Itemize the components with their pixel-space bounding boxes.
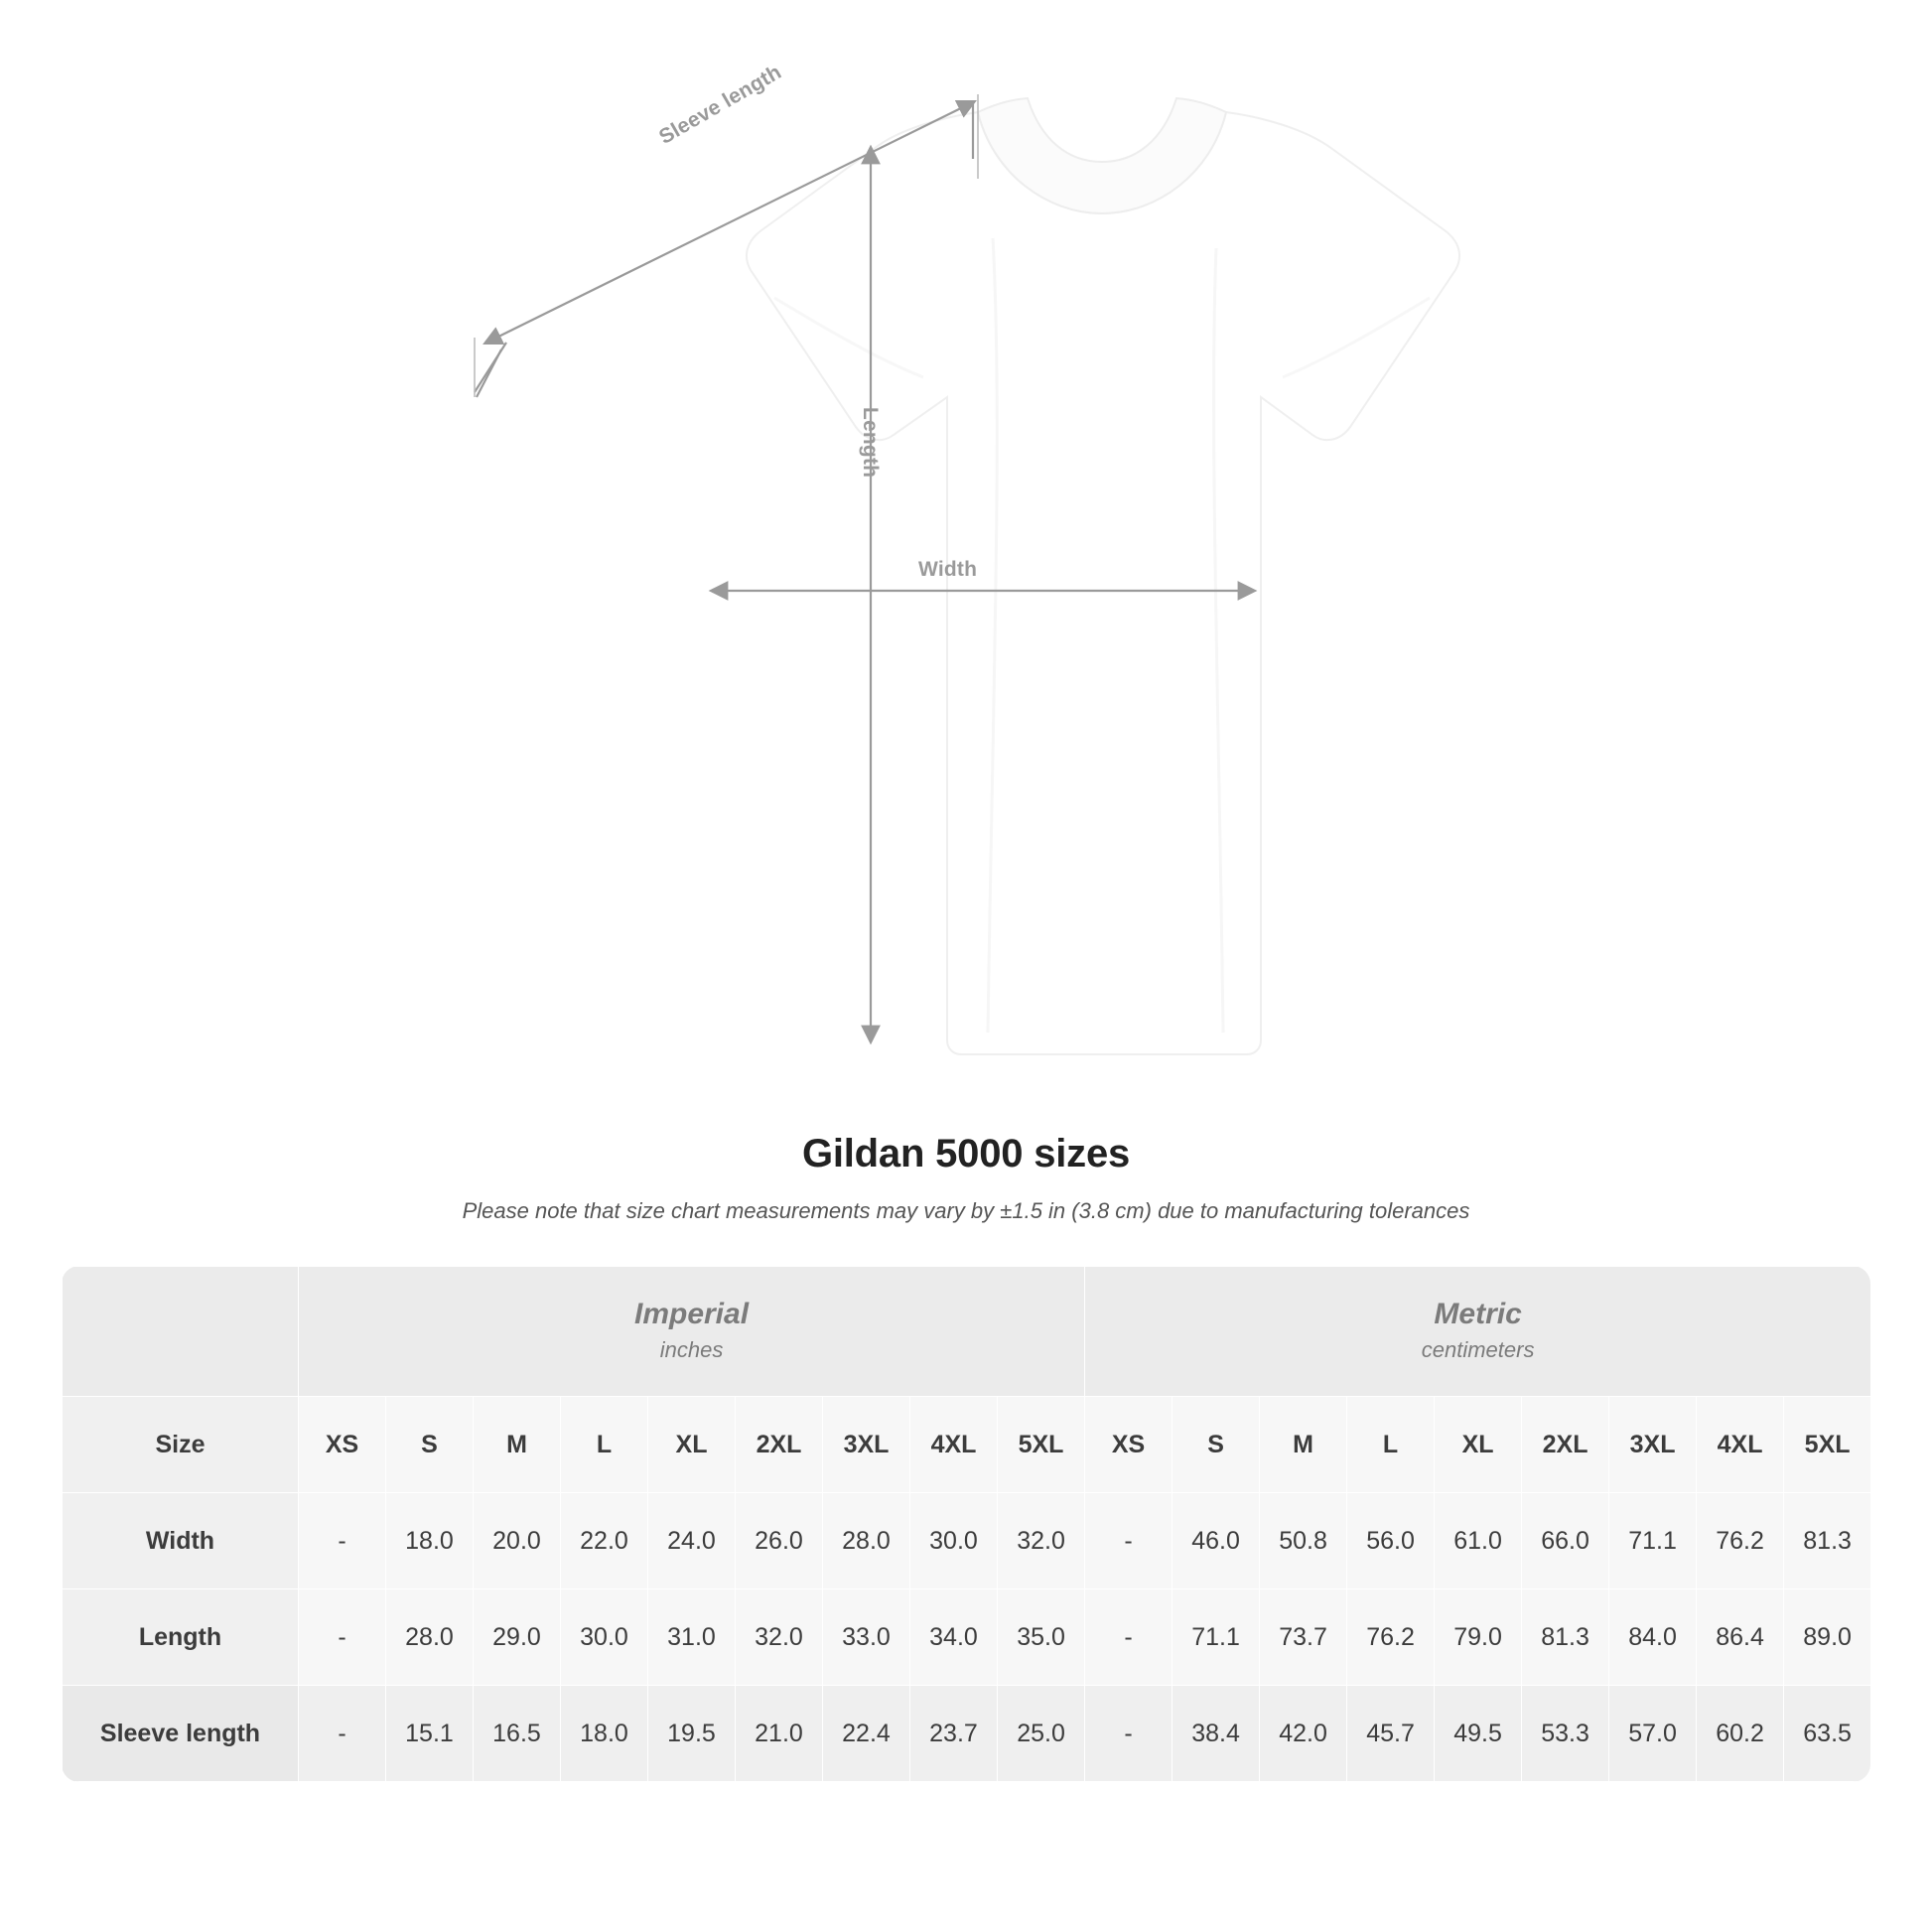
size-header-cell: 4XL [1697, 1397, 1784, 1493]
size-header-cell: S [1173, 1397, 1260, 1493]
unit-imperial-name: Imperial [633, 1297, 750, 1330]
cell-sleeve-metric: 57.0 [1609, 1686, 1697, 1782]
unit-header-imperial [299, 1267, 1085, 1397]
cell-sleeve-imperial: 18.0 [561, 1686, 648, 1782]
size-header-cell: S [386, 1397, 474, 1493]
cell-width-metric: 66.0 [1522, 1493, 1609, 1589]
cell-length-imperial: 29.0 [474, 1589, 561, 1686]
cell-width-imperial: 32.0 [998, 1493, 1085, 1589]
cell-length-imperial: 30.0 [561, 1589, 648, 1686]
size-header-cell: 3XL [823, 1397, 910, 1493]
row-label-sleeve-length: Sleeve length [63, 1686, 299, 1782]
size-header-cell: L [561, 1397, 648, 1493]
cell-length-metric: 81.3 [1522, 1589, 1609, 1686]
size-header-cell: L [1347, 1397, 1435, 1493]
size-header-cell: 2XL [736, 1397, 823, 1493]
cell-length-imperial: 34.0 [910, 1589, 998, 1686]
cell-length-imperial: 35.0 [998, 1589, 1085, 1686]
unit-metric-sub: centimeters [1421, 1337, 1535, 1363]
cell-width-metric: 76.2 [1697, 1493, 1784, 1589]
unit-header-row [63, 1267, 1871, 1397]
cell-sleeve-imperial: 16.5 [474, 1686, 561, 1782]
cell-width-metric: 61.0 [1435, 1493, 1522, 1589]
cell-width-imperial: 22.0 [561, 1493, 648, 1589]
length-label: Length [859, 407, 882, 479]
size-header-cell: XL [1435, 1397, 1522, 1493]
row-label-width: Width [63, 1493, 299, 1589]
unit-header-metric [1085, 1267, 1870, 1397]
cell-length-metric: 89.0 [1784, 1589, 1870, 1686]
cell-width-metric: 46.0 [1173, 1493, 1260, 1589]
size-header-cell: XL [648, 1397, 736, 1493]
cell-length-metric: 79.0 [1435, 1589, 1522, 1686]
cell-sleeve-metric: 63.5 [1784, 1686, 1870, 1782]
cell-sleeve-imperial: - [299, 1686, 386, 1782]
size-header-cell: 4XL [910, 1397, 998, 1493]
cell-width-imperial: 20.0 [474, 1493, 561, 1589]
cell-length-metric: 73.7 [1260, 1589, 1347, 1686]
table-row [63, 1493, 1871, 1589]
size-header-cell: M [1260, 1397, 1347, 1493]
sleeve-length-label: Sleeve length [655, 61, 785, 149]
cell-width-metric: - [1085, 1493, 1173, 1589]
cell-width-imperial: - [299, 1493, 386, 1589]
tshirt-shape [747, 98, 1459, 1054]
tolerance-note: Please note that size chart measurements may vary by ±1.5 in (3.8 cm) due to manufacturing tolerances [462, 1198, 1470, 1223]
cell-length-imperial: 32.0 [736, 1589, 823, 1686]
cell-length-metric: 71.1 [1173, 1589, 1260, 1686]
cell-length-imperial: 31.0 [648, 1589, 736, 1686]
size-header-cell: 5XL [1784, 1397, 1870, 1493]
size-header-cell: XS [1085, 1397, 1173, 1493]
cell-sleeve-metric: 45.7 [1347, 1686, 1435, 1782]
cell-sleeve-metric: 42.0 [1260, 1686, 1347, 1782]
cell-sleeve-imperial: 21.0 [736, 1686, 823, 1782]
row-label-length: Length [63, 1589, 299, 1686]
title-block [0, 1132, 1932, 1224]
cell-length-metric: - [1085, 1589, 1173, 1686]
size-header-cell: M [474, 1397, 561, 1493]
table-row [63, 1686, 1871, 1782]
cell-width-metric: 56.0 [1347, 1493, 1435, 1589]
cell-length-imperial: 28.0 [386, 1589, 474, 1686]
cell-sleeve-metric: - [1085, 1686, 1173, 1782]
cell-length-imperial: - [299, 1589, 386, 1686]
cell-length-metric: 86.4 [1697, 1589, 1784, 1686]
size-table [62, 1266, 1870, 1782]
unit-imperial-sub: inches [659, 1337, 724, 1363]
cell-length-metric: 76.2 [1347, 1589, 1435, 1686]
cell-width-imperial: 18.0 [386, 1493, 474, 1589]
size-header-cell: XS [299, 1397, 386, 1493]
cell-sleeve-imperial: 25.0 [998, 1686, 1085, 1782]
table-row [63, 1589, 1871, 1686]
cell-sleeve-imperial: 23.7 [910, 1686, 998, 1782]
cell-sleeve-metric: 60.2 [1697, 1686, 1784, 1782]
cell-width-metric: 71.1 [1609, 1493, 1697, 1589]
size-header-cell: 2XL [1522, 1397, 1609, 1493]
page-title: Gildan 5000 sizes [801, 1132, 1131, 1175]
cell-length-metric: 84.0 [1609, 1589, 1697, 1686]
cell-sleeve-metric: 49.5 [1435, 1686, 1522, 1782]
cell-width-imperial: 30.0 [910, 1493, 998, 1589]
cell-sleeve-imperial: 22.4 [823, 1686, 910, 1782]
cell-width-metric: 50.8 [1260, 1493, 1347, 1589]
cell-width-imperial: 28.0 [823, 1493, 910, 1589]
cell-width-imperial: 24.0 [648, 1493, 736, 1589]
cell-sleeve-metric: 53.3 [1522, 1686, 1609, 1782]
size-table-wrapper [62, 1266, 1870, 1782]
cell-sleeve-metric: 38.4 [1173, 1686, 1260, 1782]
size-header-cell: 3XL [1609, 1397, 1697, 1493]
cell-length-imperial: 33.0 [823, 1589, 910, 1686]
cell-width-imperial: 26.0 [736, 1493, 823, 1589]
cell-sleeve-imperial: 19.5 [648, 1686, 736, 1782]
unit-metric-name: Metric [1434, 1297, 1522, 1330]
cell-width-metric: 81.3 [1784, 1493, 1870, 1589]
size-header-label: Size [63, 1397, 299, 1493]
size-header-cell: 5XL [998, 1397, 1085, 1493]
unit-header-spacer [63, 1267, 299, 1397]
cell-sleeve-imperial: 15.1 [386, 1686, 474, 1782]
size-header-row [63, 1397, 1871, 1493]
width-label: Width [918, 558, 978, 581]
